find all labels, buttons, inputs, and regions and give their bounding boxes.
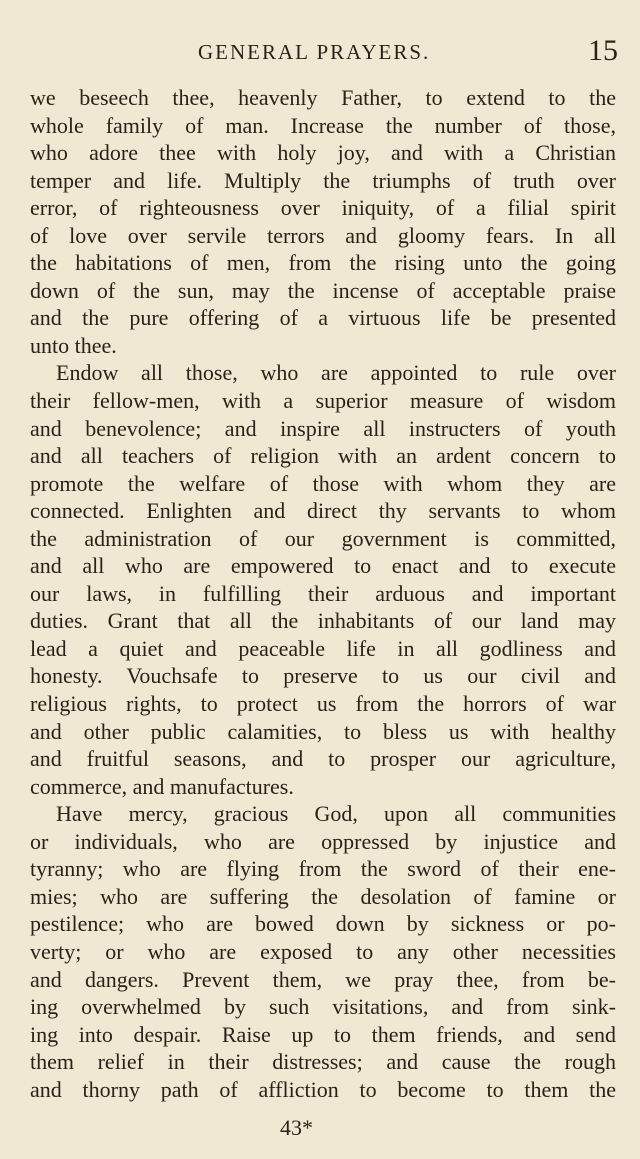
paragraph-start-line: Have mercy, gracious God, upon all communities: [56, 801, 616, 827]
text-line: who adore thee with holy joy, and with a Christian: [30, 140, 616, 166]
text-line: our laws, in fulfilling their arduous and important: [30, 580, 616, 606]
text-line: tyranny; who are flying from the sword of their ene-: [30, 856, 616, 882]
text-line: error, of righteousness over iniquity, of a filial spirit: [30, 195, 616, 221]
text-line: pestilence; who are bowed down by sickness or po-: [30, 911, 616, 937]
text-line: them relief in their distresses; and cause the rough: [30, 1049, 616, 1075]
running-title: GENERAL PRAYERS.: [198, 40, 431, 64]
text-line: and thorny path of affliction to become to them the: [30, 1076, 616, 1102]
text-line: and the pure offering of a virtuous life be presented: [30, 305, 616, 331]
text-line: the administration of our government is committed,: [30, 525, 616, 551]
text-line: duties. Grant that all the inhabitants of our land may: [30, 608, 616, 634]
text-line: promote the welfare of those with whom they are: [30, 470, 616, 496]
text-line: honesty. Vouchsafe to preserve to us our civil and: [30, 663, 616, 689]
body-text: [30, 84, 616, 1103]
page-number: 15: [588, 34, 618, 67]
text-line: and fruitful seasons, and to prosper our agriculture,: [30, 746, 616, 772]
text-line: we beseech thee, heavenly Father, to extend to the: [30, 85, 616, 110]
text-line: lead a quiet and peaceable life in all godliness and: [30, 635, 616, 661]
text-line: ing into despair. Raise up to them friends, and send: [30, 1021, 616, 1047]
paragraph-end-line: commerce, and manufactures.: [30, 773, 294, 799]
text-line: down of the sun, may the incense of acceptable praise: [30, 277, 616, 303]
text-line: whole family of man. Increase the number of those,: [30, 112, 616, 138]
text-line: of love over servile terrors and gloomy fears. In all: [30, 222, 616, 248]
text-line: and all teachers of religion with an ardent concern to: [30, 443, 616, 469]
text-line: religious rights, to protect us from the horrors of war: [30, 691, 616, 717]
signature-mark: 43*: [280, 1115, 313, 1140]
paragraph-end-line: unto thee.: [30, 332, 117, 358]
text-line: and other public calamities, to bless us with healthy: [30, 718, 616, 744]
page-header: [30, 34, 618, 68]
text-line: verty; or who are exposed to any other necessities: [30, 938, 616, 964]
text-line: connected. Enlighten and direct thy servants to whom: [30, 498, 616, 524]
paragraph-start-line: Endow all those, who are appointed to rule over: [56, 360, 616, 386]
text-line: ing overwhelmed by such visitations, and from sink-: [30, 994, 616, 1020]
text-line: or individuals, who are oppressed by injustice and: [30, 828, 616, 854]
text-line: their fellow-men, with a superior measure of wisdom: [30, 388, 616, 414]
text-line: mies; who are suffering the desolation of famine or: [30, 883, 616, 909]
text-line: and benevolence; and inspire all instructers of youth: [30, 415, 616, 441]
text-line: the habitations of men, from the rising unto the going: [30, 250, 616, 276]
text-line: and dangers. Prevent them, we pray thee, from be-: [30, 966, 616, 992]
text-line: and all who are empowered to enact and to execute: [30, 553, 616, 579]
text-line: temper and life. Multiply the triumphs of truth over: [30, 167, 616, 193]
